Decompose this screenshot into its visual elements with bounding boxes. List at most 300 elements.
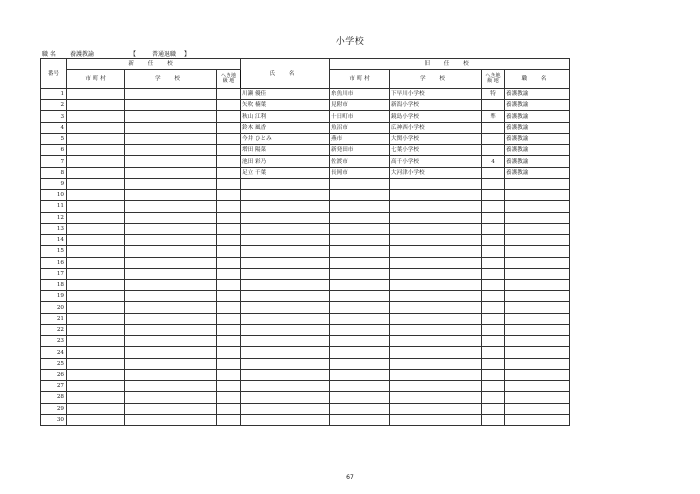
table-row <box>41 313 570 324</box>
old-city-cell <box>330 347 390 358</box>
new-school-cell <box>125 223 217 234</box>
old-remote-cell <box>482 257 505 268</box>
page-number: 67 <box>346 474 354 481</box>
job-cell <box>505 369 570 380</box>
old-city-cell <box>330 302 390 313</box>
job-cell <box>505 313 570 324</box>
name-cell <box>241 336 330 347</box>
old-remote-cell <box>482 178 505 189</box>
old-city-cell: 長岡市 <box>330 167 390 178</box>
new-remote-cell <box>217 347 241 358</box>
row-number: 17 <box>41 268 67 279</box>
old-school-cell <box>390 324 482 335</box>
old-city-cell: 糸魚川市 <box>330 89 390 100</box>
row-number: 11 <box>41 201 67 212</box>
old-school-cell <box>390 235 482 246</box>
new-city-cell <box>67 246 125 257</box>
name-cell <box>241 268 330 279</box>
name-cell: 鈴木 風香 <box>241 122 330 133</box>
row-number: 8 <box>41 167 67 178</box>
old-school-cell <box>390 178 482 189</box>
new-city-cell <box>67 414 125 425</box>
job-cell <box>505 212 570 223</box>
name-cell: 増田 陽菜 <box>241 145 330 156</box>
header-old-remote <box>482 70 505 89</box>
table-row <box>41 336 570 347</box>
new-remote-cell <box>217 381 241 392</box>
old-city-cell <box>330 246 390 257</box>
old-school-cell <box>390 212 482 223</box>
table-row <box>41 89 570 100</box>
old-remote-cell <box>482 279 505 290</box>
new-remote-cell <box>217 212 241 223</box>
table-row <box>41 145 570 156</box>
job-cell <box>505 324 570 335</box>
job-cell <box>505 257 570 268</box>
new-remote-cell <box>217 279 241 290</box>
new-city-cell <box>67 302 125 313</box>
category-value: 普通退職 <box>151 51 176 58</box>
new-remote-cell <box>217 268 241 279</box>
new-school-cell <box>125 302 217 313</box>
old-school-cell <box>390 358 482 369</box>
old-city-cell <box>330 381 390 392</box>
old-school-cell: 七葉小学校 <box>390 145 482 156</box>
row-number: 29 <box>41 403 67 414</box>
new-remote-cell <box>217 369 241 380</box>
table-row <box>41 122 570 133</box>
new-remote-cell <box>217 190 241 201</box>
name-cell <box>241 324 330 335</box>
name-cell: 今井 ひとみ <box>241 133 330 144</box>
new-school-cell <box>125 246 217 257</box>
name-cell <box>241 178 330 189</box>
table-row <box>41 235 570 246</box>
table-row <box>41 302 570 313</box>
new-city-cell <box>67 403 125 414</box>
table-row <box>41 201 570 212</box>
new-school-cell <box>125 257 217 268</box>
new-remote-cell <box>217 201 241 212</box>
new-city-cell <box>67 89 125 100</box>
old-remote-cell: 準 <box>482 111 505 122</box>
old-city-cell <box>330 291 390 302</box>
name-cell <box>241 313 330 324</box>
new-remote-cell <box>217 167 241 178</box>
row-number: 3 <box>41 111 67 122</box>
old-school-cell <box>390 268 482 279</box>
old-city-cell <box>330 324 390 335</box>
job-label: 職 名 <box>42 51 56 58</box>
new-city-cell <box>67 347 125 358</box>
old-remote-cell <box>482 223 505 234</box>
old-remote-cell <box>482 336 505 347</box>
old-school-cell: 高千小学校 <box>390 156 482 167</box>
new-remote-cell <box>217 122 241 133</box>
row-number: 16 <box>41 257 67 268</box>
name-cell: 秋山 江利 <box>241 111 330 122</box>
old-remote-cell <box>482 145 505 156</box>
row-number: 9 <box>41 178 67 189</box>
header-old-school: 学 校 <box>390 70 482 89</box>
row-number: 15 <box>41 246 67 257</box>
header-name: 氏 名 <box>241 59 330 89</box>
old-city-cell: 燕市 <box>330 133 390 144</box>
job-cell <box>505 381 570 392</box>
job-value: 養護教諭 <box>70 51 95 58</box>
job-cell <box>505 190 570 201</box>
new-remote-cell <box>217 246 241 257</box>
new-city-cell <box>67 190 125 201</box>
new-city-cell <box>67 178 125 189</box>
new-remote-cell <box>217 178 241 189</box>
name-cell <box>241 302 330 313</box>
old-city-cell <box>330 212 390 223</box>
new-remote-cell <box>217 291 241 302</box>
job-cell: 養護教諭 <box>505 100 570 111</box>
new-city-cell <box>67 324 125 335</box>
new-city-cell <box>67 336 125 347</box>
old-school-cell <box>390 336 482 347</box>
header-job: 職 名 <box>505 70 570 89</box>
old-school-cell <box>390 279 482 290</box>
job-cell: 養護教諭 <box>505 122 570 133</box>
old-city-cell <box>330 223 390 234</box>
name-cell <box>241 279 330 290</box>
old-city-cell: 新発田市 <box>330 145 390 156</box>
old-remote-cell <box>482 358 505 369</box>
new-remote-cell <box>217 313 241 324</box>
new-remote-cell <box>217 414 241 425</box>
old-school-cell <box>390 313 482 324</box>
new-school-cell <box>125 403 217 414</box>
header-number: 番号 <box>41 59 67 89</box>
new-city-cell <box>67 145 125 156</box>
new-remote-cell <box>217 145 241 156</box>
new-school-cell <box>125 235 217 246</box>
old-remote-cell <box>482 268 505 279</box>
job-line <box>42 49 198 58</box>
new-city-cell <box>67 279 125 290</box>
name-cell <box>241 381 330 392</box>
new-school-cell <box>125 369 217 380</box>
old-remote-cell: 特 <box>482 89 505 100</box>
job-cell <box>505 279 570 290</box>
new-city-cell <box>67 223 125 234</box>
table-row <box>41 133 570 144</box>
job-cell <box>505 235 570 246</box>
roster-body <box>41 89 570 426</box>
job-cell <box>505 178 570 189</box>
table-row <box>41 111 570 122</box>
new-school-cell <box>125 381 217 392</box>
new-city-cell <box>67 201 125 212</box>
new-school-cell <box>125 122 217 133</box>
new-city-cell <box>67 167 125 178</box>
new-school-cell <box>125 100 217 111</box>
job-cell: 養護教諭 <box>505 156 570 167</box>
header-old-school-group: 旧 任 校 <box>330 59 570 70</box>
new-city-cell <box>67 111 125 122</box>
new-city-cell <box>67 212 125 223</box>
row-number: 19 <box>41 291 67 302</box>
table-row <box>41 246 570 257</box>
new-city-cell <box>67 291 125 302</box>
table-row <box>41 347 570 358</box>
old-remote-cell <box>482 212 505 223</box>
table-row <box>41 381 570 392</box>
new-city-cell <box>67 156 125 167</box>
old-city-cell <box>330 392 390 403</box>
new-school-cell <box>125 358 217 369</box>
roster-table <box>40 58 570 426</box>
old-school-cell <box>390 201 482 212</box>
row-number: 6 <box>41 145 67 156</box>
row-number: 23 <box>41 336 67 347</box>
table-row <box>41 223 570 234</box>
old-city-cell <box>330 190 390 201</box>
old-remote-cell <box>482 369 505 380</box>
table-row <box>41 156 570 167</box>
old-city-cell: 見附市 <box>330 100 390 111</box>
table-row <box>41 190 570 201</box>
table-row <box>41 100 570 111</box>
new-school-cell <box>125 392 217 403</box>
old-school-cell: 広神西小学校 <box>390 122 482 133</box>
new-school-cell <box>125 313 217 324</box>
job-cell: 養護教諭 <box>505 89 570 100</box>
job-cell: 養護教諭 <box>505 145 570 156</box>
name-cell <box>241 235 330 246</box>
job-cell <box>505 336 570 347</box>
table-row <box>41 324 570 335</box>
old-city-cell <box>330 336 390 347</box>
new-remote-cell <box>217 324 241 335</box>
old-city-cell <box>330 201 390 212</box>
row-number: 2 <box>41 100 67 111</box>
row-number: 24 <box>41 347 67 358</box>
row-number: 28 <box>41 392 67 403</box>
job-cell <box>505 302 570 313</box>
job-cell <box>505 414 570 425</box>
old-city-cell <box>330 358 390 369</box>
old-school-cell <box>390 369 482 380</box>
job-cell: 養護教諭 <box>505 111 570 122</box>
row-number: 26 <box>41 369 67 380</box>
job-cell <box>505 403 570 414</box>
new-city-cell <box>67 257 125 268</box>
new-school-cell <box>125 178 217 189</box>
name-cell <box>241 392 330 403</box>
name-cell <box>241 403 330 414</box>
table-row <box>41 291 570 302</box>
new-school-cell <box>125 89 217 100</box>
new-remote-cell <box>217 100 241 111</box>
name-cell <box>241 223 330 234</box>
old-remote-cell <box>482 347 505 358</box>
row-number: 13 <box>41 223 67 234</box>
old-remote-cell <box>482 313 505 324</box>
name-cell: 池田 彩乃 <box>241 156 330 167</box>
new-city-cell <box>67 133 125 144</box>
new-city-cell <box>67 313 125 324</box>
old-remote-cell <box>482 190 505 201</box>
name-cell <box>241 257 330 268</box>
name-cell <box>241 291 330 302</box>
new-remote-cell <box>217 89 241 100</box>
name-cell <box>241 369 330 380</box>
old-school-cell <box>390 403 482 414</box>
name-cell: 足立 千葉 <box>241 167 330 178</box>
old-city-cell <box>330 235 390 246</box>
new-school-cell <box>125 336 217 347</box>
old-remote-cell <box>482 201 505 212</box>
old-remote-cell: 4 <box>482 156 505 167</box>
row-number: 10 <box>41 190 67 201</box>
old-school-cell <box>390 223 482 234</box>
old-city-cell <box>330 369 390 380</box>
table-row <box>41 257 570 268</box>
old-school-cell: 大関小学校 <box>390 133 482 144</box>
name-cell <box>241 358 330 369</box>
table-row <box>41 212 570 223</box>
old-school-cell <box>390 414 482 425</box>
old-city-cell <box>330 279 390 290</box>
table-row <box>41 178 570 189</box>
table-row <box>41 279 570 290</box>
job-cell <box>505 246 570 257</box>
header-old-city: 市 町 村 <box>330 70 390 89</box>
new-remote-cell <box>217 336 241 347</box>
row-number: 1 <box>41 89 67 100</box>
old-school-cell: 下早川小学校 <box>390 89 482 100</box>
new-remote-cell <box>217 111 241 122</box>
new-city-cell <box>67 122 125 133</box>
header-new-school: 学 校 <box>125 70 217 89</box>
old-city-cell: 十日町市 <box>330 111 390 122</box>
new-school-cell <box>125 145 217 156</box>
row-number: 4 <box>41 122 67 133</box>
new-school-cell <box>125 347 217 358</box>
old-remote-cell <box>482 414 505 425</box>
job-cell <box>505 392 570 403</box>
new-remote-cell <box>217 302 241 313</box>
new-remote-cell <box>217 403 241 414</box>
new-school-cell <box>125 212 217 223</box>
new-city-cell <box>67 235 125 246</box>
row-number: 21 <box>41 313 67 324</box>
name-cell <box>241 190 330 201</box>
new-school-cell <box>125 324 217 335</box>
table-row <box>41 369 570 380</box>
old-city-cell: 佐渡市 <box>330 156 390 167</box>
header-new-remote <box>217 70 241 89</box>
new-city-cell <box>67 358 125 369</box>
new-school-cell <box>125 111 217 122</box>
name-cell <box>241 246 330 257</box>
row-number: 12 <box>41 212 67 223</box>
new-remote-cell <box>217 392 241 403</box>
new-school-cell <box>125 133 217 144</box>
old-school-cell <box>390 392 482 403</box>
job-cell <box>505 347 570 358</box>
new-remote-cell <box>217 223 241 234</box>
name-cell <box>241 414 330 425</box>
new-school-cell <box>125 279 217 290</box>
new-school-cell <box>125 268 217 279</box>
new-remote-cell <box>217 358 241 369</box>
name-cell <box>241 201 330 212</box>
name-cell: 川瀬 優佳 <box>241 89 330 100</box>
old-city-cell: 魚沼市 <box>330 122 390 133</box>
header-old-remote-top: へき地 <box>485 72 501 79</box>
new-remote-cell <box>217 257 241 268</box>
table-row <box>41 268 570 279</box>
header-row-group <box>41 59 570 70</box>
old-remote-cell <box>482 302 505 313</box>
new-school-cell <box>125 201 217 212</box>
job-cell <box>505 201 570 212</box>
row-number: 18 <box>41 279 67 290</box>
old-city-cell <box>330 313 390 324</box>
old-school-cell <box>390 190 482 201</box>
old-school-cell <box>390 302 482 313</box>
row-number: 7 <box>41 156 67 167</box>
row-number: 5 <box>41 133 67 144</box>
new-school-cell <box>125 156 217 167</box>
table-row <box>41 403 570 414</box>
row-number: 30 <box>41 414 67 425</box>
old-remote-cell <box>482 100 505 111</box>
old-remote-cell <box>482 133 505 144</box>
job-cell: 養護教諭 <box>505 167 570 178</box>
header-old-remote-bottom: 級 地 <box>487 78 499 84</box>
new-remote-cell <box>217 156 241 167</box>
table-row <box>41 167 570 178</box>
old-school-cell: 鏡島小学校 <box>390 111 482 122</box>
old-remote-cell <box>482 246 505 257</box>
old-school-cell <box>390 347 482 358</box>
old-city-cell <box>330 178 390 189</box>
old-school-cell <box>390 257 482 268</box>
header-new-city: 市 町 村 <box>67 70 125 89</box>
new-city-cell <box>67 369 125 380</box>
job-cell <box>505 268 570 279</box>
new-city-cell <box>67 392 125 403</box>
name-cell: 矢吹 楠葉 <box>241 100 330 111</box>
table-row <box>41 414 570 425</box>
new-school-cell <box>125 291 217 302</box>
new-remote-cell <box>217 235 241 246</box>
job-cell <box>505 358 570 369</box>
old-remote-cell <box>482 403 505 414</box>
new-city-cell <box>67 100 125 111</box>
old-city-cell <box>330 268 390 279</box>
row-number: 25 <box>41 358 67 369</box>
old-school-cell: 大河津小学校 <box>390 167 482 178</box>
table-row <box>41 358 570 369</box>
old-remote-cell <box>482 324 505 335</box>
old-remote-cell <box>482 392 505 403</box>
new-school-cell <box>125 190 217 201</box>
old-remote-cell <box>482 167 505 178</box>
old-school-cell <box>390 381 482 392</box>
new-city-cell <box>67 268 125 279</box>
page-title: 小学校 <box>335 37 365 47</box>
new-school-cell <box>125 414 217 425</box>
name-cell <box>241 347 330 358</box>
row-number: 27 <box>41 381 67 392</box>
